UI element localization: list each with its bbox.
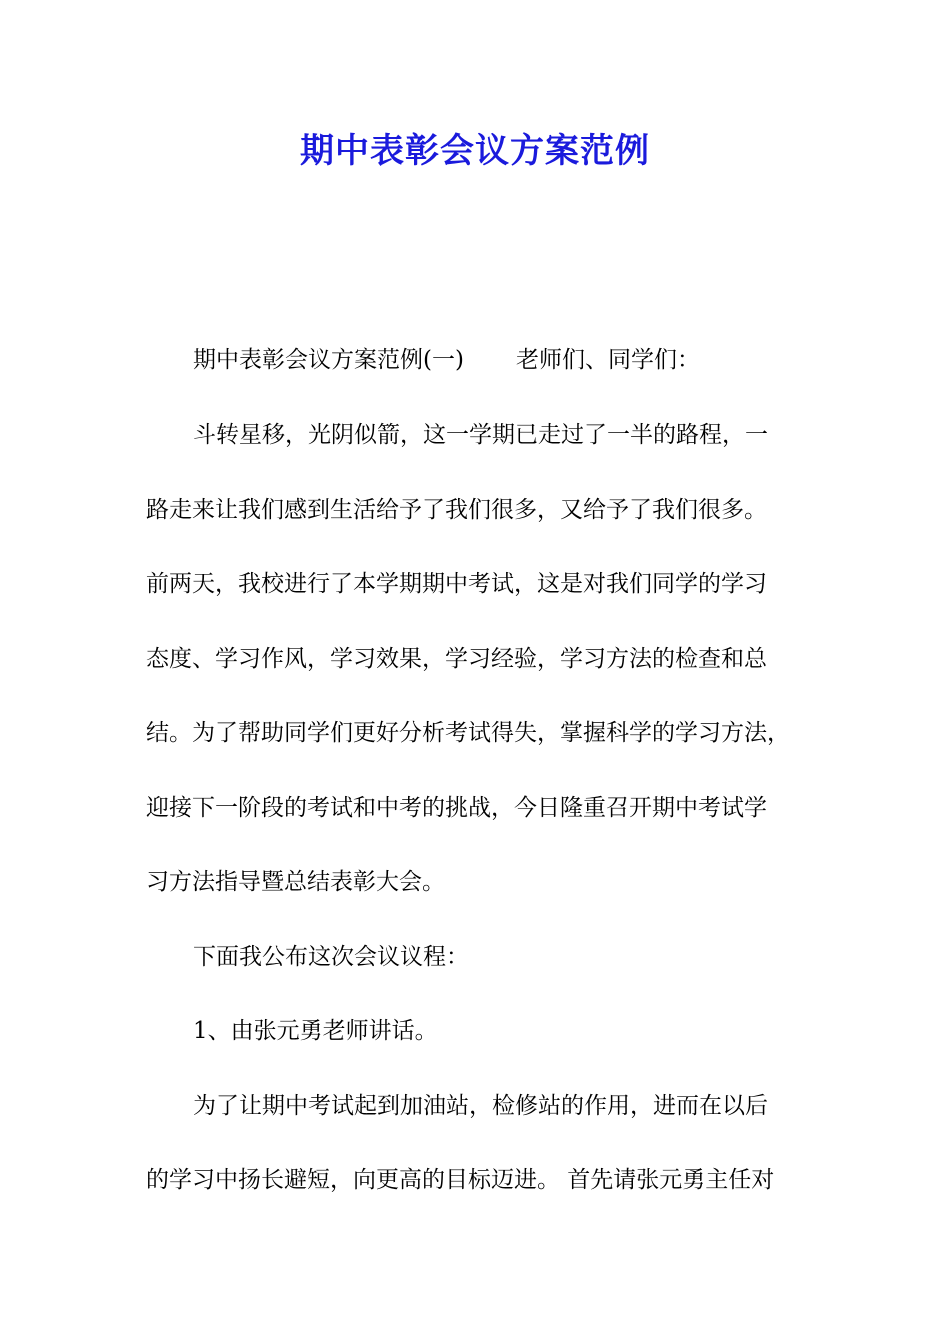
paragraph-line: 前两天，我校进行了本学期期中考试，这是对我们同学的学习 [146,571,767,597]
paragraph-line: 的学习中扬长避短，向更高的目标迈进。 首先请张元勇主任对 [146,1167,775,1193]
paragraph-line: 习方法指导暨总结表彰大会。 [146,869,445,895]
paragraph-line: 路走来让我们感到生活给予了我们很多，又给予了我们很多。 [146,497,767,523]
paragraph-line: 下面我公布这次会议议程： [193,944,469,970]
paragraph-line: 1、由张元勇老师讲话。 [193,1018,438,1044]
paragraph-line: 斗转星移，光阴似箭，这一学期已走过了一半的路程，一 [193,422,768,448]
paragraph-line [193,344,700,376]
paragraph-line: 态度、学习作风，学习效果，学习经验，学习方法的检查和总 [146,646,767,672]
document-title: 期中表彰会议方案范例 [300,131,650,171]
paragraph-line: 迎接下一阶段的考试和中考的挑战，今日隆重召开期中考试学 [146,795,767,821]
salutation-text: 老师们、同学们： [515,347,700,373]
paragraph-line: 为了让期中考试起到加油站，检修站的作用，进而在以后 [193,1093,768,1119]
line-text: 期中表彰会议方案范例(一) [193,347,464,373]
paragraph-line: 结。为了帮助同学们更好分析考试得失，掌握科学的学习方法， [146,720,790,746]
